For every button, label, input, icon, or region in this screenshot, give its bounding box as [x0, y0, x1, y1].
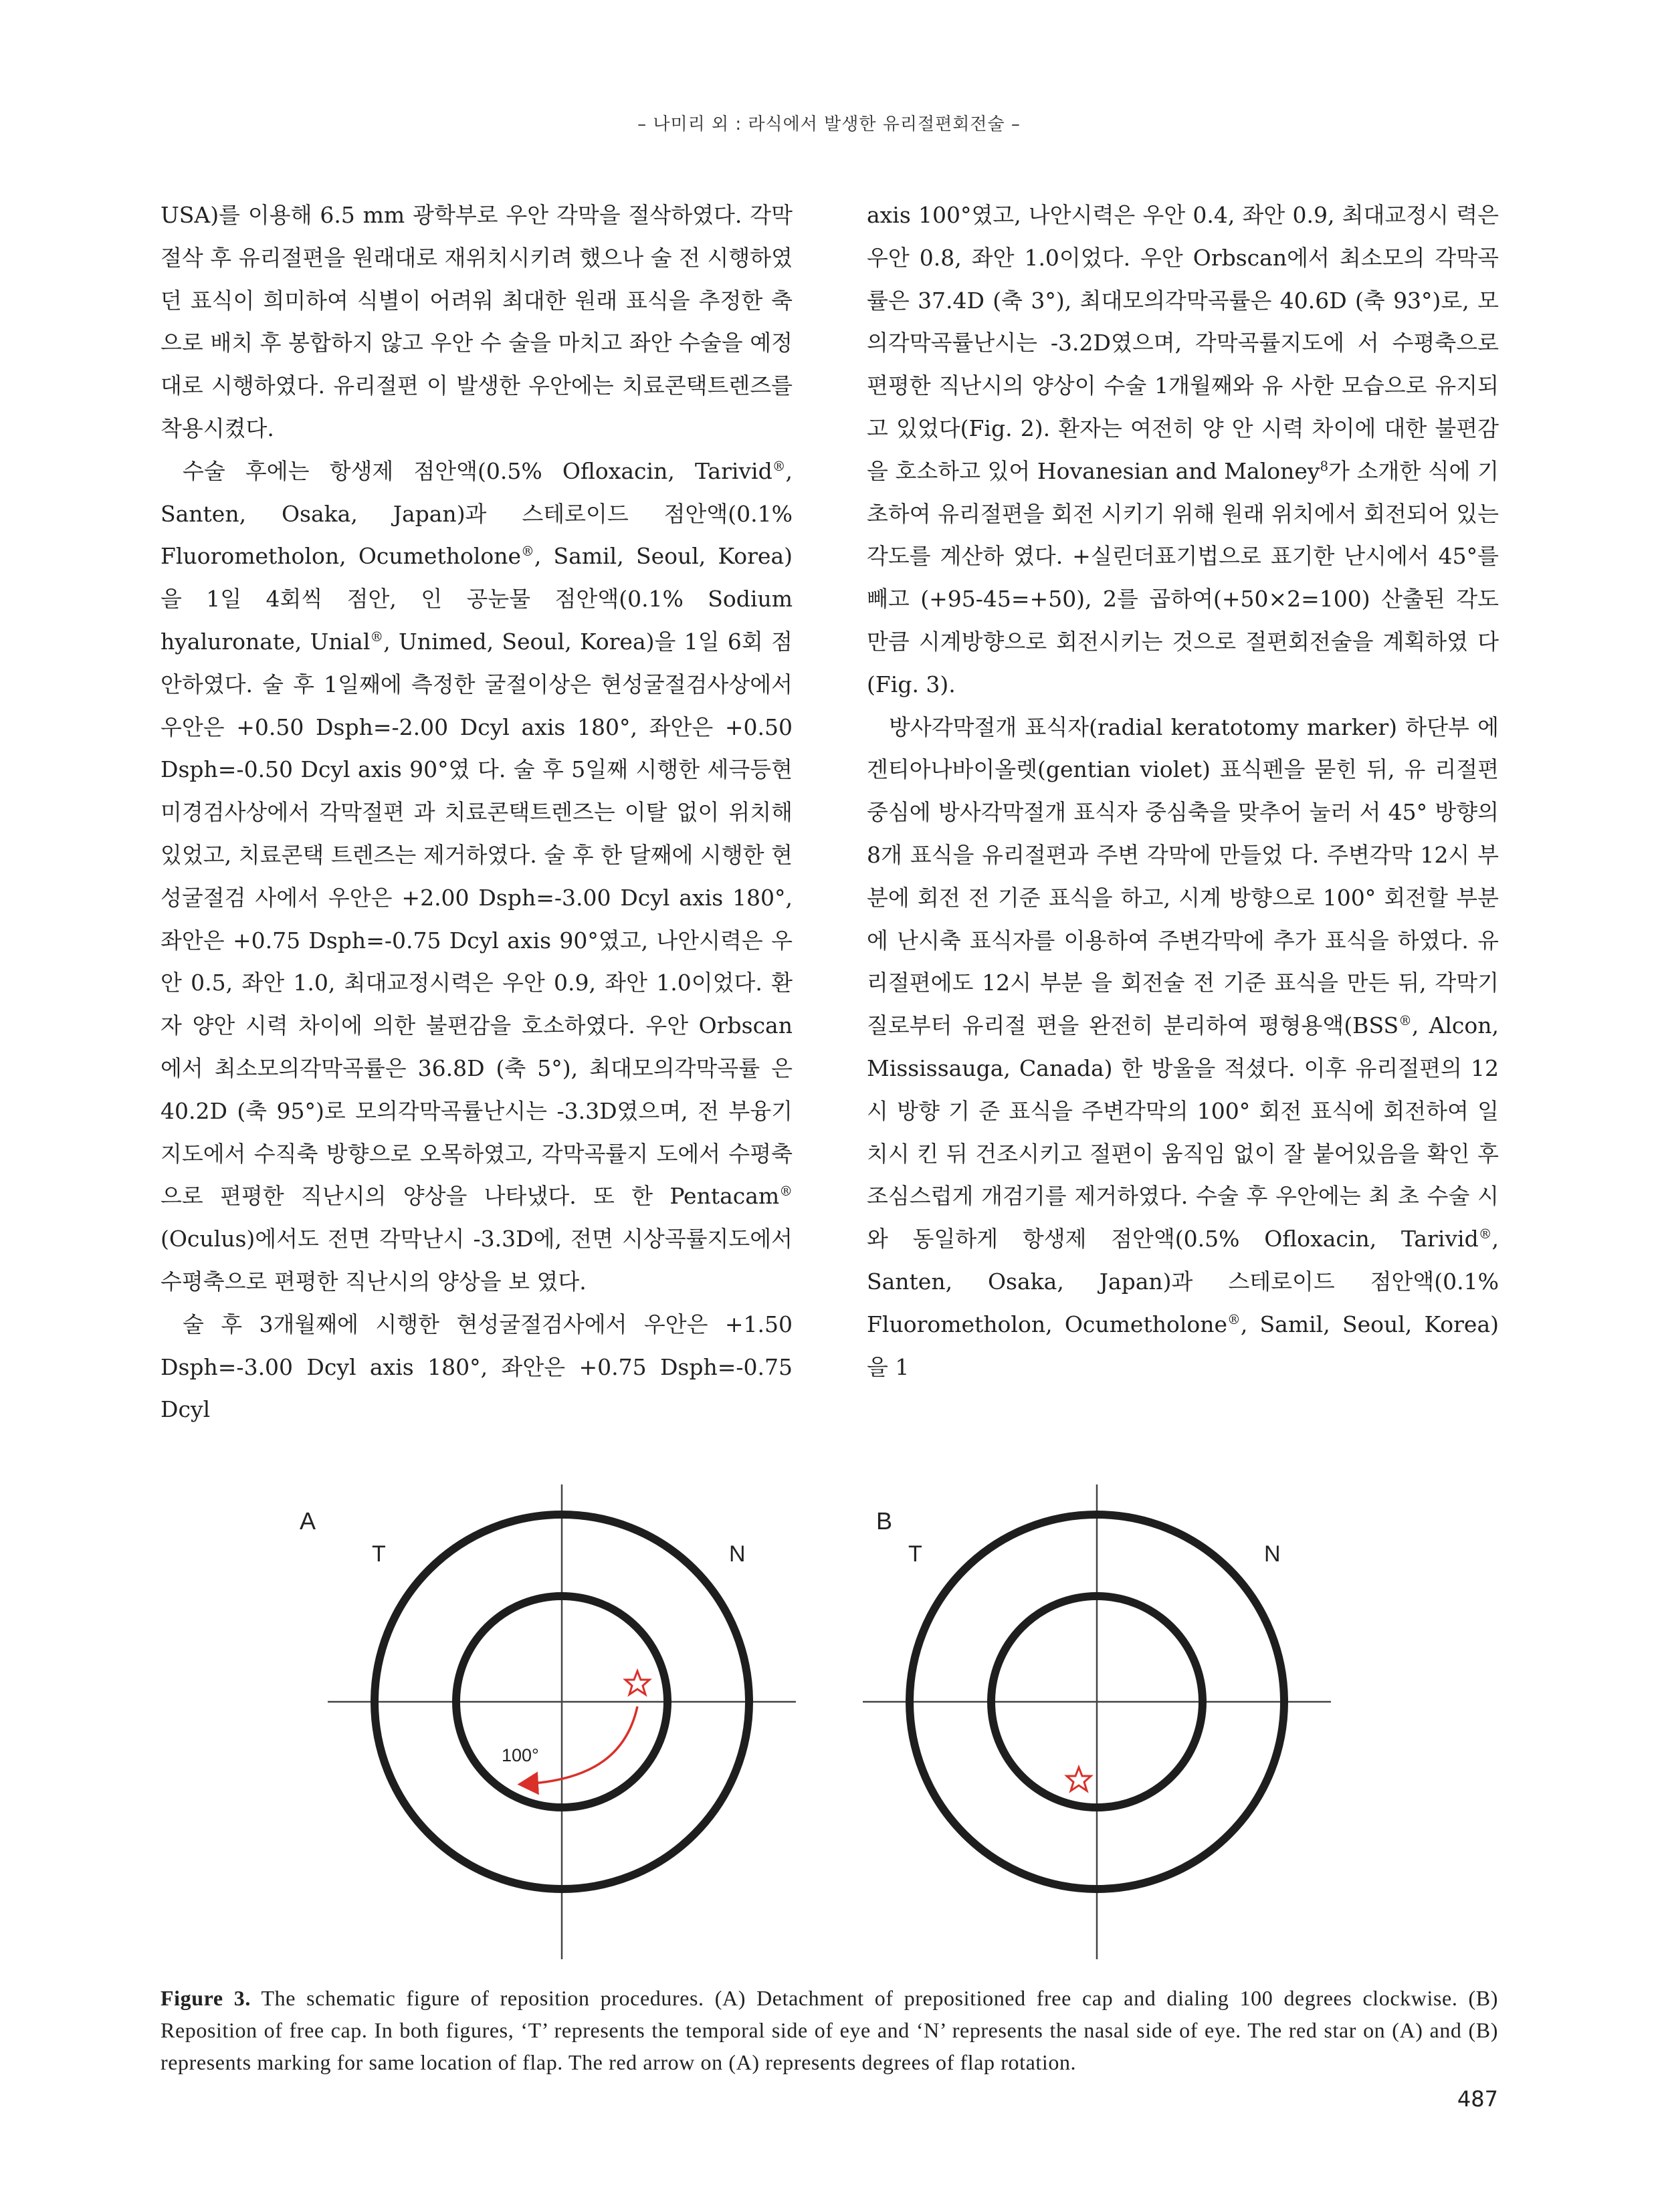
red-star-marker: [1067, 1767, 1091, 1791]
figure-caption: [161, 1982, 1498, 2078]
nasal-label: N: [1264, 1541, 1281, 1567]
right-column: [867, 194, 1499, 1388]
rotation-arrow: [524, 1706, 637, 1784]
paragraph: 방사각막절개 표식자(radial keratotomy marker) 하단부 에 겐티아나바이올렛(gentian violet) 표식펜을 묻힌 뒤, 유 리절편 중심에 방사각막절개 표식자 중심축을 맞추어 눌러 서 45° 방향의 8개 표식을 유리절편과 주변 각막에 만들었 다. 주변각막 12시 부분에 회전 전 기준 표식을 하고, 시계 방향으로 100° 회전할 부분에 난시축 표식자를 이용하여 주변각막에 추가 표식을 하였다. 유리절편에도 12시 부분 을 회전술 전 기준 표식을 만든 뒤, 각막기질로부터 유리절 편을 완전히 분리하여 평형용액(BSS®, Alcon, Mississauga, Canada) 한 방울을 적셨다. 이후 유리절편의 12시 방향 기 준 표식을 주변각막의 100° 회전 표식에 회전하여 일치시 킨 뒤 건조시키고 절편이 움직임 없이 잘 붙어있음을 확인 후 조심스럽게 개검기를 제거하였다. 수술 후 우안에는 최 초 수술 시와 동일하게 항생제 점안액(0.5% Ofloxacin, Tarivid®, Santen, Osaka, Japan)과 스테로이드 점안액(0.1% Fluorometholon, Ocumetholone®, Samil, Seoul, Korea)을 1: [867, 713, 1499, 1380]
panel-b-letter: B: [876, 1507, 893, 1535]
temporal-label: T: [372, 1541, 386, 1567]
caption-text: The schematic figure of reposition procedures. (A) Detachment of prepositioned free cap and dialing 100 degrees: [261, 1986, 1352, 2010]
page-number: 487: [1457, 2086, 1498, 2112]
left-column: [161, 194, 793, 1431]
caption-label: Figure 3.: [161, 1986, 251, 2010]
figure-3: [268, 1464, 1338, 1973]
panel-a: [300, 1484, 796, 1959]
red-star-marker: [625, 1671, 649, 1694]
caption-text: clockwise. (B) Reposition of free cap. In both figures, ‘T’ represents the temporal side of eye and ‘N’ represents the nasal side of eye.: [161, 1986, 1498, 2042]
paragraph: 술 후 3개월째에 시행한 현성굴절검사에서 우안은 +1.50 Dsph=-3.00 Dcyl axis 180°, 좌안은 +0.75 Dsph=-0.75 Dcyl: [161, 1311, 793, 1423]
figure-3-diagram: [268, 1464, 1338, 1973]
panel-b: [863, 1484, 1331, 1959]
paragraph: axis 100°였고, 나안시력은 우안 0.4, 좌안 0.9, 최대교정시 력은 우안 0.8, 좌안 1.0이었다. 우안 Orbscan에서 최소모의 각막곡률은 37.4D (축 3°), 최대모의각막곡률은 40.6D (축 93°)로, 모의각막곡률난시는 -3.2D였으며, 각막곡률지도에 서 수평축으로 편평한 직난시의 양상이 수술 1개월째와 유 사한 모습으로 유지되고 있었다(Fig. 2). 환자는 여전히 양 안 시력 차이에 대한 불편감을 호소하고 있어 Hovanesian and Maloney$^8$가 소개한 식에 기초하여 유리절편을 회전 시키기 위해 원래 위치에서 회전되어 있는 각도를 계산하 였다. +실린더표기법으로 표기한 난시에서 45°를 빼고 (+95-45=+50), 2를 곱하여(+50×2=100) 산출된 각도만큼 시계방향으로 회전시키는 것으로 절편회전술을 계획하였 다(Fig. 3).: [867, 202, 1499, 697]
paragraph: 수술 후에는 항생제 점안액(0.5% Ofloxacin, Tarivid®, Santen, Osaka, Japan)과 스테로이드 점안액(0.1% Fluorometholon, Ocumetholone®, Samil, Seoul, Korea)을 1일 4회씩 점안, 인 공눈물 점안액(0.1% Sodium hyaluronate, Unial®, Unimed, Seoul, Korea)을 1일 6회 점안하였다. 술 후 1일째에 측정한 굴절이상은 현성굴절검사상에서 우안은 +0.50 Dsph=-2.00 Dcyl axis 180°, 좌안은 +0.50 Dsph=-0.50 Dcyl axis 90°였 다. 술 후 5일째 시행한 세극등현미경검사상에서 각막절편 과 치료콘택트렌즈는 이탈 없이 위치해 있었고, 치료콘택 트렌즈는 제거하였다. 술 후 한 달째에 시행한 현성굴절검 사에서 우안은 +2.00 Dsph=-3.00 Dcyl axis 180°, 좌안은 +0.75 Dsph=-0.75 Dcyl axis 90°였고, 나안시력은 우안 0.5, 좌안 1.0, 최대교정시력은 우안 0.9, 좌안 1.0이었다. 환자 양안 시력 차이에 의한 불편감을 호소하였다. 우안 Orbscan 에서 최소모의각막곡률은 36.8D (축 5°), 최대모의각막곡률 은 40.2D (축 95°)로 모의각막곡률난시는 -3.3D였으며, 전 부융기지도에서 수직축 방향으로 오목하였고, 각막곡률지 도에서 수평축으로 편평한 직난시의 양상을 나타냈다. 또 한 Pentacam® (Oculus)에서도 전면 각막난시 -3.3D에, 전면 시상곡률지도에서 수평축으로 편평한 직난시의 양상을 보 였다.: [161, 457, 793, 1295]
nasal-label: N: [729, 1541, 746, 1567]
temporal-label: T: [908, 1541, 922, 1567]
paragraph: USA)를 이용해 6.5 mm 광학부로 우안 각막을 절삭하였다. 각막 절삭 후 유리절편을 원래대로 재위치시키려 했으나 술 전 시행하였던 표식이 희미하여 식별이 어려워 최대한 원래 표식을 추정한 축으로 배치 후 봉합하지 않고 우안 수 술을 마치고 좌안 수술을 예정대로 시행하였다. 유리절편 이 발생한 우안에는 치료콘택트렌즈를 착용시켰다.: [161, 202, 793, 441]
running-head: – 나미리 외 : 라식에서 발생한 유리절편회전술 –: [637, 114, 1021, 134]
rotation-degree-label: 100°: [502, 1745, 539, 1765]
panel-a-letter: A: [300, 1507, 316, 1535]
caption-text: The red star on (A) and (B) represents marking for same location of flap. The red arrow on (A) represents degrees of flap rotation.: [161, 2018, 1498, 2074]
